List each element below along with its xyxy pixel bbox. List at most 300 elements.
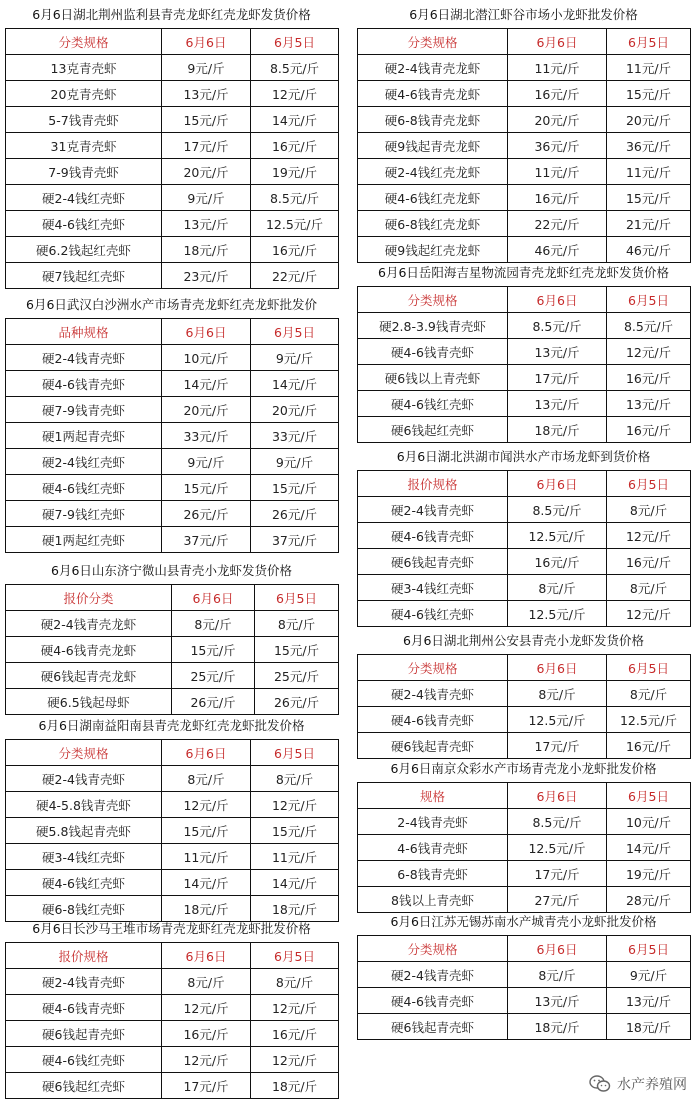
price-cell: 8.5元/斤 <box>251 185 339 211</box>
header-cell: 品种规格 <box>6 319 162 345</box>
price-cell: 12元/斤 <box>607 601 691 627</box>
price-cell: 20元/斤 <box>251 397 339 423</box>
table-row <box>358 133 691 159</box>
price-cell: 21元/斤 <box>607 211 691 237</box>
spec-cell: 6-8钱青壳虾 <box>358 861 508 887</box>
price-cell: 17元/斤 <box>508 365 607 391</box>
table-row <box>358 185 691 211</box>
spec-cell: 硬7钱起红壳虾 <box>6 263 162 289</box>
price-cell: 11元/斤 <box>508 55 607 81</box>
header-cell: 6月6日 <box>162 943 251 969</box>
price-cell: 11元/斤 <box>607 55 691 81</box>
price-cell: 18元/斤 <box>162 237 251 263</box>
price-cell: 20元/斤 <box>162 397 251 423</box>
price-cell: 8元/斤 <box>162 766 251 792</box>
price-cell: 13元/斤 <box>162 211 251 237</box>
price-cell: 12.5元/斤 <box>508 601 607 627</box>
table-row <box>6 1047 339 1073</box>
header-cell: 分类规格 <box>6 29 162 55</box>
table-header-row <box>358 287 691 313</box>
price-cell: 8元/斤 <box>607 681 691 707</box>
price-cell: 12元/斤 <box>162 1047 251 1073</box>
spec-cell: 硬4-5.8钱青壳虾 <box>6 792 162 818</box>
price-cell: 8元/斤 <box>508 575 607 601</box>
spec-cell: 硬1两起青壳虾 <box>6 423 162 449</box>
spec-cell: 硬3-4钱红壳虾 <box>6 844 162 870</box>
price-cell: 16元/斤 <box>508 81 607 107</box>
price-cell: 16元/斤 <box>251 237 339 263</box>
watermark <box>589 1074 687 1094</box>
table-row <box>6 449 339 475</box>
price-cell: 12.5元/斤 <box>251 211 339 237</box>
price-cell: 8元/斤 <box>607 497 691 523</box>
table-row <box>6 107 339 133</box>
price-cell: 33元/斤 <box>251 423 339 449</box>
spec-cell: 硬2-4钱青壳虾 <box>6 345 162 371</box>
spec-cell: 13克青壳虾 <box>6 55 162 81</box>
price-cell: 17元/斤 <box>162 1073 251 1099</box>
price-cell: 8.5元/斤 <box>508 497 607 523</box>
table-row <box>6 637 339 663</box>
table-row <box>6 263 339 289</box>
spec-cell: 硬2-4钱红壳龙虾 <box>358 159 508 185</box>
header-cell: 6月5日 <box>607 287 691 313</box>
price-cell: 8元/斤 <box>251 766 339 792</box>
table-row <box>358 707 691 733</box>
price-cell: 18元/斤 <box>508 417 607 443</box>
header-cell: 分类规格 <box>358 29 508 55</box>
header-cell: 6月6日 <box>508 783 607 809</box>
table-title: 6月6日岳阳海吉星物流园青壳龙虾红壳龙虾发货价格 <box>378 265 669 280</box>
price-cell: 11元/斤 <box>607 159 691 185</box>
spec-cell: 20克青壳虾 <box>6 81 162 107</box>
price-table-block <box>357 260 690 443</box>
price-cell: 18元/斤 <box>162 896 251 922</box>
price-cell: 37元/斤 <box>162 527 251 553</box>
table-row <box>6 689 339 715</box>
spec-cell: 硬4-6钱青壳虾 <box>358 523 508 549</box>
table-title: 6月6日长沙马王堆市场青壳龙虾红壳龙虾批发价格 <box>32 921 311 936</box>
price-cell: 20元/斤 <box>607 107 691 133</box>
price-cell: 9元/斤 <box>251 449 339 475</box>
table-row <box>358 339 691 365</box>
table-header-row <box>358 783 691 809</box>
spec-cell: 硬4-6钱红壳龙虾 <box>358 185 508 211</box>
header-cell: 6月5日 <box>607 29 691 55</box>
spec-cell: 硬6钱起红壳虾 <box>6 1073 162 1099</box>
price-cell: 14元/斤 <box>162 371 251 397</box>
spec-cell: 硬7-9钱红壳虾 <box>6 501 162 527</box>
table-row <box>6 818 339 844</box>
price-table-block <box>357 909 690 1040</box>
price-cell: 16元/斤 <box>251 133 339 159</box>
price-table <box>5 318 339 553</box>
spec-cell: 硬6钱以上青壳虾 <box>358 365 508 391</box>
price-cell: 8.5元/斤 <box>607 313 691 339</box>
header-cell: 6月6日 <box>162 29 251 55</box>
price-cell: 19元/斤 <box>607 861 691 887</box>
price-cell: 10元/斤 <box>162 345 251 371</box>
price-cell: 9元/斤 <box>162 185 251 211</box>
price-cell: 15元/斤 <box>172 637 255 663</box>
header-cell: 6月6日 <box>508 936 607 962</box>
table-row <box>6 133 339 159</box>
price-table-block <box>357 444 690 627</box>
table-row <box>358 988 691 1014</box>
price-table-block <box>5 558 338 715</box>
spec-cell: 硬4-6钱红壳虾 <box>6 211 162 237</box>
price-table <box>357 286 691 443</box>
spec-cell: 硬4-6钱青壳虾 <box>358 339 508 365</box>
table-title: 6月6日山东济宁微山县青壳小龙虾发货价格 <box>51 563 292 578</box>
price-cell: 18元/斤 <box>508 1014 607 1040</box>
price-cell: 18元/斤 <box>607 1014 691 1040</box>
price-cell: 12.5元/斤 <box>508 707 607 733</box>
price-cell: 12元/斤 <box>251 81 339 107</box>
table-row <box>358 523 691 549</box>
spec-cell: 31克青壳虾 <box>6 133 162 159</box>
table-row <box>6 1021 339 1047</box>
price-table-block <box>5 713 338 922</box>
table-row <box>358 733 691 759</box>
price-cell: 8元/斤 <box>255 611 339 637</box>
table-row <box>6 766 339 792</box>
price-cell: 8元/斤 <box>508 681 607 707</box>
spec-cell: 硬2-4钱青壳虾 <box>6 766 162 792</box>
price-cell: 19元/斤 <box>251 159 339 185</box>
spec-cell: 硬6钱起红壳虾 <box>358 417 508 443</box>
price-cell: 8.5元/斤 <box>508 809 607 835</box>
price-cell: 11元/斤 <box>162 844 251 870</box>
price-cell: 16元/斤 <box>607 417 691 443</box>
price-cell: 22元/斤 <box>508 211 607 237</box>
table-title: 6月6日湖北潜江虾谷市场小龙虾批发价格 <box>409 7 638 22</box>
spec-cell: 硬6钱起青壳虾 <box>358 733 508 759</box>
table-row <box>6 1073 339 1099</box>
table-title: 6月6日南京众彩水产市场青壳龙小龙虾批发价格 <box>390 761 657 776</box>
price-cell: 14元/斤 <box>251 870 339 896</box>
header-cell: 6月6日 <box>508 655 607 681</box>
table-row <box>6 423 339 449</box>
price-cell: 16元/斤 <box>508 549 607 575</box>
price-table <box>5 28 339 289</box>
price-cell: 12元/斤 <box>251 792 339 818</box>
table-row <box>6 969 339 995</box>
price-cell: 12元/斤 <box>251 995 339 1021</box>
table-title: 6月6日湖北洪湖市闻洪水产市场龙虾到货价格 <box>396 449 651 464</box>
price-cell: 20元/斤 <box>162 159 251 185</box>
spec-cell: 硬2-4钱青壳虾 <box>358 497 508 523</box>
spec-cell: 硬4-6钱青壳虾 <box>6 371 162 397</box>
price-cell: 18元/斤 <box>251 1073 339 1099</box>
table-row <box>6 55 339 81</box>
spec-cell: 硬4-6钱红壳虾 <box>358 601 508 627</box>
price-cell: 8元/斤 <box>607 575 691 601</box>
price-cell: 14元/斤 <box>251 371 339 397</box>
header-cell: 6月6日 <box>508 471 607 497</box>
header-cell: 6月5日 <box>251 943 339 969</box>
table-row <box>6 345 339 371</box>
price-table <box>357 654 691 759</box>
table-row <box>6 995 339 1021</box>
header-cell: 报价规格 <box>358 471 508 497</box>
spec-cell: 硬4-6钱青壳龙虾 <box>6 637 172 663</box>
spec-cell: 硬5.8钱起青壳虾 <box>6 818 162 844</box>
table-row <box>358 313 691 339</box>
price-table <box>357 935 691 1040</box>
price-cell: 17元/斤 <box>508 861 607 887</box>
table-row <box>6 159 339 185</box>
table-row <box>6 792 339 818</box>
price-cell: 14元/斤 <box>162 870 251 896</box>
price-cell: 16元/斤 <box>508 185 607 211</box>
table-row <box>358 681 691 707</box>
price-cell: 15元/斤 <box>162 818 251 844</box>
table-row <box>6 501 339 527</box>
table-row <box>6 185 339 211</box>
header-cell: 6月5日 <box>607 936 691 962</box>
table-row <box>358 211 691 237</box>
header-cell: 分类规格 <box>358 936 508 962</box>
price-cell: 36元/斤 <box>607 133 691 159</box>
price-cell: 25元/斤 <box>255 663 339 689</box>
header-cell: 分类规格 <box>358 655 508 681</box>
price-cell: 37元/斤 <box>251 527 339 553</box>
price-cell: 26元/斤 <box>172 689 255 715</box>
price-cell: 8.5元/斤 <box>508 313 607 339</box>
table-row <box>358 1014 691 1040</box>
spec-cell: 硬6钱起青壳虾 <box>358 549 508 575</box>
price-cell: 11元/斤 <box>508 159 607 185</box>
table-title: 6月6日湖北荆州公安县青壳小龙虾发货价格 <box>403 633 644 648</box>
price-cell: 13元/斤 <box>162 81 251 107</box>
price-cell: 8元/斤 <box>508 962 607 988</box>
spec-cell: 硬6-8钱红壳龙虾 <box>358 211 508 237</box>
table-header-row <box>6 319 339 345</box>
price-cell: 12.5元/斤 <box>607 707 691 733</box>
spec-cell: 硬1两起红壳虾 <box>6 527 162 553</box>
price-cell: 15元/斤 <box>255 637 339 663</box>
header-cell: 6月5日 <box>251 319 339 345</box>
price-table <box>357 28 691 263</box>
header-cell: 6月5日 <box>607 655 691 681</box>
table-row <box>6 475 339 501</box>
price-cell: 33元/斤 <box>162 423 251 449</box>
price-cell: 16元/斤 <box>251 1021 339 1047</box>
price-cell: 18元/斤 <box>251 896 339 922</box>
spec-cell: 硬4-6钱红壳虾 <box>6 870 162 896</box>
wechat-icon <box>589 1075 611 1093</box>
spec-cell: 硬6.5钱起母虾 <box>6 689 172 715</box>
table-row <box>358 81 691 107</box>
price-cell: 12元/斤 <box>162 995 251 1021</box>
price-cell: 11元/斤 <box>251 844 339 870</box>
header-cell: 6月5日 <box>607 471 691 497</box>
price-cell: 9元/斤 <box>607 962 691 988</box>
price-cell: 15元/斤 <box>251 818 339 844</box>
price-cell: 9元/斤 <box>162 449 251 475</box>
price-cell: 28元/斤 <box>607 887 691 913</box>
spec-cell: 硬4-6钱青壳虾 <box>6 995 162 1021</box>
header-cell: 6月5日 <box>251 29 339 55</box>
spec-cell: 2-4钱青壳虾 <box>358 809 508 835</box>
price-cell: 15元/斤 <box>607 81 691 107</box>
header-cell: 分类规格 <box>358 287 508 313</box>
price-cell: 26元/斤 <box>255 689 339 715</box>
table-header-row <box>6 943 339 969</box>
table-title: 6月6日湖北荆州监利县青壳龙虾红壳龙虾发货价格 <box>32 7 311 22</box>
price-cell: 25元/斤 <box>172 663 255 689</box>
spec-cell: 硬6钱起青壳虾 <box>358 1014 508 1040</box>
table-row <box>358 497 691 523</box>
spec-cell: 硬4-6钱青壳虾 <box>358 988 508 1014</box>
price-cell: 14元/斤 <box>607 835 691 861</box>
price-cell: 20元/斤 <box>508 107 607 133</box>
price-cell: 16元/斤 <box>607 733 691 759</box>
price-cell: 12元/斤 <box>607 339 691 365</box>
spec-cell: 硬6-8钱红壳虾 <box>6 896 162 922</box>
table-row <box>358 601 691 627</box>
price-table-block <box>357 756 690 913</box>
price-cell: 15元/斤 <box>251 475 339 501</box>
header-cell: 报价分类 <box>6 585 172 611</box>
price-cell: 8元/斤 <box>172 611 255 637</box>
spec-cell: 硬3-4钱红壳虾 <box>358 575 508 601</box>
price-cell: 9元/斤 <box>251 345 339 371</box>
price-cell: 26元/斤 <box>251 501 339 527</box>
spec-cell: 硬7-9钱青壳虾 <box>6 397 162 423</box>
price-cell: 12元/斤 <box>162 792 251 818</box>
table-row <box>358 159 691 185</box>
price-cell: 12元/斤 <box>607 523 691 549</box>
price-cell: 14元/斤 <box>251 107 339 133</box>
table-title: 6月6日武汉白沙洲水产市场青壳龙虾红壳龙虾批发价 <box>26 297 317 312</box>
price-cell: 16元/斤 <box>162 1021 251 1047</box>
table-header-row <box>358 655 691 681</box>
table-row <box>6 844 339 870</box>
price-cell: 46元/斤 <box>508 237 607 263</box>
spec-cell: 硬2-4钱红壳虾 <box>6 185 162 211</box>
price-table <box>5 584 339 715</box>
price-table <box>357 782 691 913</box>
spec-cell: 硬2-4钱青壳龙虾 <box>358 55 508 81</box>
price-table <box>357 470 691 627</box>
table-row <box>358 861 691 887</box>
table-row <box>358 809 691 835</box>
table-row <box>6 371 339 397</box>
price-cell: 16元/斤 <box>607 549 691 575</box>
table-row <box>358 962 691 988</box>
table-row <box>358 549 691 575</box>
price-cell: 10元/斤 <box>607 809 691 835</box>
header-cell: 6月5日 <box>255 585 339 611</box>
price-cell: 22元/斤 <box>251 263 339 289</box>
header-cell: 报价规格 <box>6 943 162 969</box>
price-cell: 46元/斤 <box>607 237 691 263</box>
table-header-row <box>6 740 339 766</box>
spec-cell: 硬6钱起青壳虾 <box>6 1021 162 1047</box>
table-row <box>358 55 691 81</box>
price-cell: 13元/斤 <box>508 339 607 365</box>
spec-cell: 硬2-4钱青壳龙虾 <box>6 611 172 637</box>
header-cell: 6月6日 <box>508 287 607 313</box>
price-cell: 23元/斤 <box>162 263 251 289</box>
spec-cell: 硬4-6钱红壳虾 <box>6 475 162 501</box>
table-row <box>6 870 339 896</box>
table-row <box>358 417 691 443</box>
table-header-row <box>6 585 339 611</box>
spec-cell: 硬2-4钱青壳虾 <box>358 681 508 707</box>
header-cell: 6月6日 <box>508 29 607 55</box>
price-table-block <box>5 2 338 289</box>
spec-cell: 5-7钱青壳虾 <box>6 107 162 133</box>
price-cell: 12.5元/斤 <box>508 835 607 861</box>
table-row <box>6 81 339 107</box>
header-cell: 6月6日 <box>172 585 255 611</box>
price-cell: 8元/斤 <box>162 969 251 995</box>
spec-cell: 7-9钱青壳虾 <box>6 159 162 185</box>
price-cell: 13元/斤 <box>508 988 607 1014</box>
price-cell: 15元/斤 <box>607 185 691 211</box>
price-table-block <box>5 292 338 553</box>
table-row <box>6 527 339 553</box>
price-table <box>5 942 339 1099</box>
header-cell: 6月6日 <box>162 319 251 345</box>
price-table-block <box>5 916 338 1099</box>
header-cell: 6月5日 <box>607 783 691 809</box>
price-cell: 36元/斤 <box>508 133 607 159</box>
watermark-text: 水产养殖网 <box>617 1077 687 1093</box>
table-row <box>358 835 691 861</box>
price-cell: 13元/斤 <box>508 391 607 417</box>
price-cell: 9元/斤 <box>162 55 251 81</box>
spec-cell: 硬4-6钱红壳虾 <box>6 1047 162 1073</box>
price-cell: 12.5元/斤 <box>508 523 607 549</box>
table-row <box>6 237 339 263</box>
spec-cell: 4-6钱青壳虾 <box>358 835 508 861</box>
table-header-row <box>358 936 691 962</box>
price-table-block <box>357 2 690 263</box>
spec-cell: 硬6-8钱青壳龙虾 <box>358 107 508 133</box>
price-cell: 26元/斤 <box>162 501 251 527</box>
spec-cell: 硬2-4钱青壳虾 <box>358 962 508 988</box>
table-row <box>358 237 691 263</box>
table-row <box>358 575 691 601</box>
price-cell: 16元/斤 <box>607 365 691 391</box>
table-title: 6月6日江苏无锡苏南水产城青壳小龙虾批发价格 <box>390 914 657 929</box>
price-table <box>5 739 339 922</box>
table-header-row <box>358 29 691 55</box>
price-cell: 8.5元/斤 <box>251 55 339 81</box>
price-table-block <box>357 628 690 759</box>
price-cell: 13元/斤 <box>607 988 691 1014</box>
price-cell: 17元/斤 <box>162 133 251 159</box>
spec-cell: 硬4-6钱青壳虾 <box>358 707 508 733</box>
header-cell: 6月5日 <box>251 740 339 766</box>
table-title: 6月6日湖南益阳南县青壳龙虾红壳龙虾批发价格 <box>38 718 305 733</box>
price-cell: 8元/斤 <box>251 969 339 995</box>
header-cell: 分类规格 <box>6 740 162 766</box>
table-row <box>6 211 339 237</box>
header-cell: 规格 <box>358 783 508 809</box>
table-row <box>358 107 691 133</box>
spec-cell: 硬6.2钱起红壳虾 <box>6 237 162 263</box>
price-cell: 15元/斤 <box>162 475 251 501</box>
header-cell: 6月6日 <box>162 740 251 766</box>
spec-cell: 硬2-4钱青壳虾 <box>6 969 162 995</box>
spec-cell: 硬4-6钱青壳龙虾 <box>358 81 508 107</box>
spec-cell: 硬6钱起青壳龙虾 <box>6 663 172 689</box>
